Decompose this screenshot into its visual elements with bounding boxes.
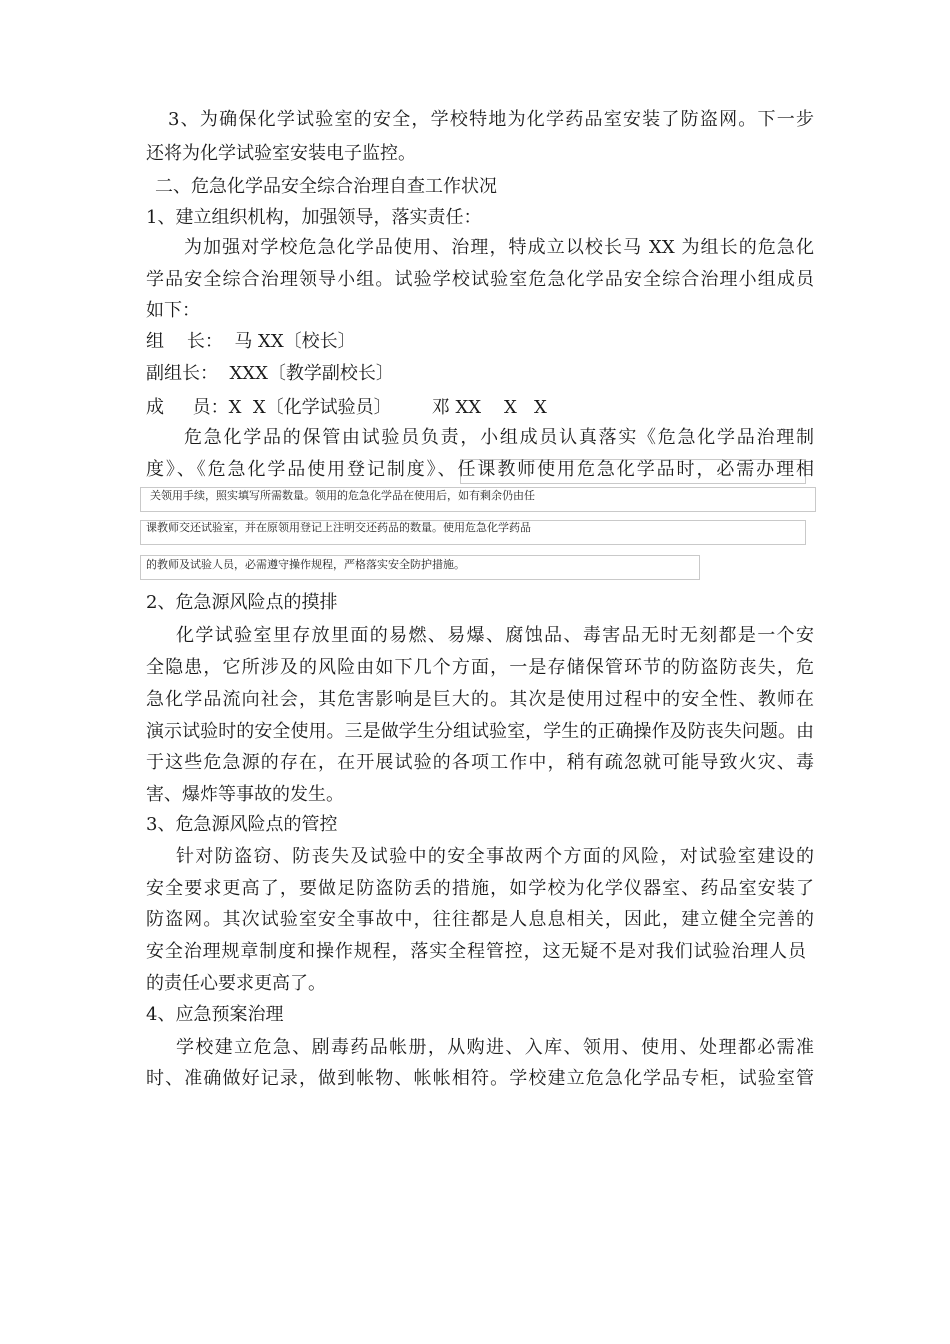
paragraph-line: 演示试验时的安全使用。三是做学生分组试验室，学生的正确操作及防丧失问题。由 xyxy=(146,721,814,742)
paragraph-line: 度》、《危急化学品使用登记制度》、任课教师使用危急化学品时，必需办理相 xyxy=(146,459,814,480)
paragraph-line: 学品安全综合治理领导小组。试验学校试验室危急化学品安全综合治理小组成员 xyxy=(146,269,814,290)
paragraph-line: 害、爆炸等事故的发生。 xyxy=(146,784,344,805)
small-text-line: 关领用手续，照实填写所需数量。领用的危急化学品在使用后，如有剩余仍由任 xyxy=(150,489,535,502)
paragraph-line: 全隐患，它所涉及的风险由如下几个方面，一是存储保管环节的防盗防丧失，危 xyxy=(146,657,814,678)
paragraph-line: 的责任心要求更高了。 xyxy=(146,973,326,994)
paragraph-line: 还将为化学试验室安装电子监控。 xyxy=(146,143,416,164)
paragraph-line: 为加强对学校危急化学品使用、治理，特成立以校长马 XX 为组长的危急化 xyxy=(184,237,814,258)
member-line: 组 长： 马 XX〔校长〕 xyxy=(146,331,356,352)
paragraph-line: 学校建立危急、剧毒药品帐册，从购进、入库、领用、使用、处理都必需准 xyxy=(176,1037,814,1058)
paragraph-line: 时、准确做好记录，做到帐物、帐帐相符。学校建立危急化学品专柜，试验室管 xyxy=(146,1068,814,1089)
paragraph-line: 安全治理规章制度和操作规程，落实全程管控，这无疑不是对我们试验治理人员 xyxy=(146,941,806,962)
paragraph-line: 针对防盗窃、防丧失及试验中的安全事故两个方面的风险，对试验室建设的 xyxy=(176,846,814,867)
subsection-heading: 2、危急源风险点的摸排 xyxy=(146,592,338,613)
paragraph-line: 3、为确保化学试验室的安全，学校特地为化学药品室安装了防盗网。下一步 xyxy=(168,109,814,130)
paragraph-line: 安全要求更高了，要做足防盗防丢的措施，如学校为化学仪器室、药品室安装了 xyxy=(146,878,814,899)
small-text-line: 课教师交还试验室，并在原领用登记上注明交还药品的数量。使用危急化学药品 xyxy=(146,521,531,534)
subsection-heading: 4、应急预案治理 xyxy=(146,1004,284,1025)
section-heading: 二、危急化学品安全综合治理自查工作状况 xyxy=(155,176,497,197)
paragraph-line: 防盗网。其次试验室安全事故中，往往都是人息息相关，因此，建立健全完善的 xyxy=(146,909,814,930)
paragraph-line: 危急化学品的保管由试验员负责，小组成员认真落实《危急化学品治理制 xyxy=(184,427,814,448)
subsection-heading: 1、建立组织机构，加强领导，落实责任： xyxy=(146,207,482,228)
paragraph-line: 于这些危急源的存在，在开展试验的各项工作中，稍有疏忽就可能导致火灾、毒 xyxy=(146,752,814,773)
member-line: 副组长： XXX〔教学副校长〕 xyxy=(146,363,394,384)
paragraph-line: 急化学品流向社会，其危害影响是巨大的。其次是使用过程中的安全性、教师在 xyxy=(146,689,814,710)
member-line: 成 员：X X〔化学试验员〕 邓 XX X X xyxy=(146,397,547,418)
paragraph-line: 化学试验室里存放里面的易燃、易爆、腐蚀品、毒害品无时无刻都是一个安 xyxy=(176,625,814,646)
paragraph-line: 如下： xyxy=(146,300,200,321)
small-text-line: 的教师及试验人员，必需遵守操作规程，严格落实安全防护措施。 xyxy=(146,558,465,571)
subsection-heading: 3、危急源风险点的管控 xyxy=(146,814,338,835)
